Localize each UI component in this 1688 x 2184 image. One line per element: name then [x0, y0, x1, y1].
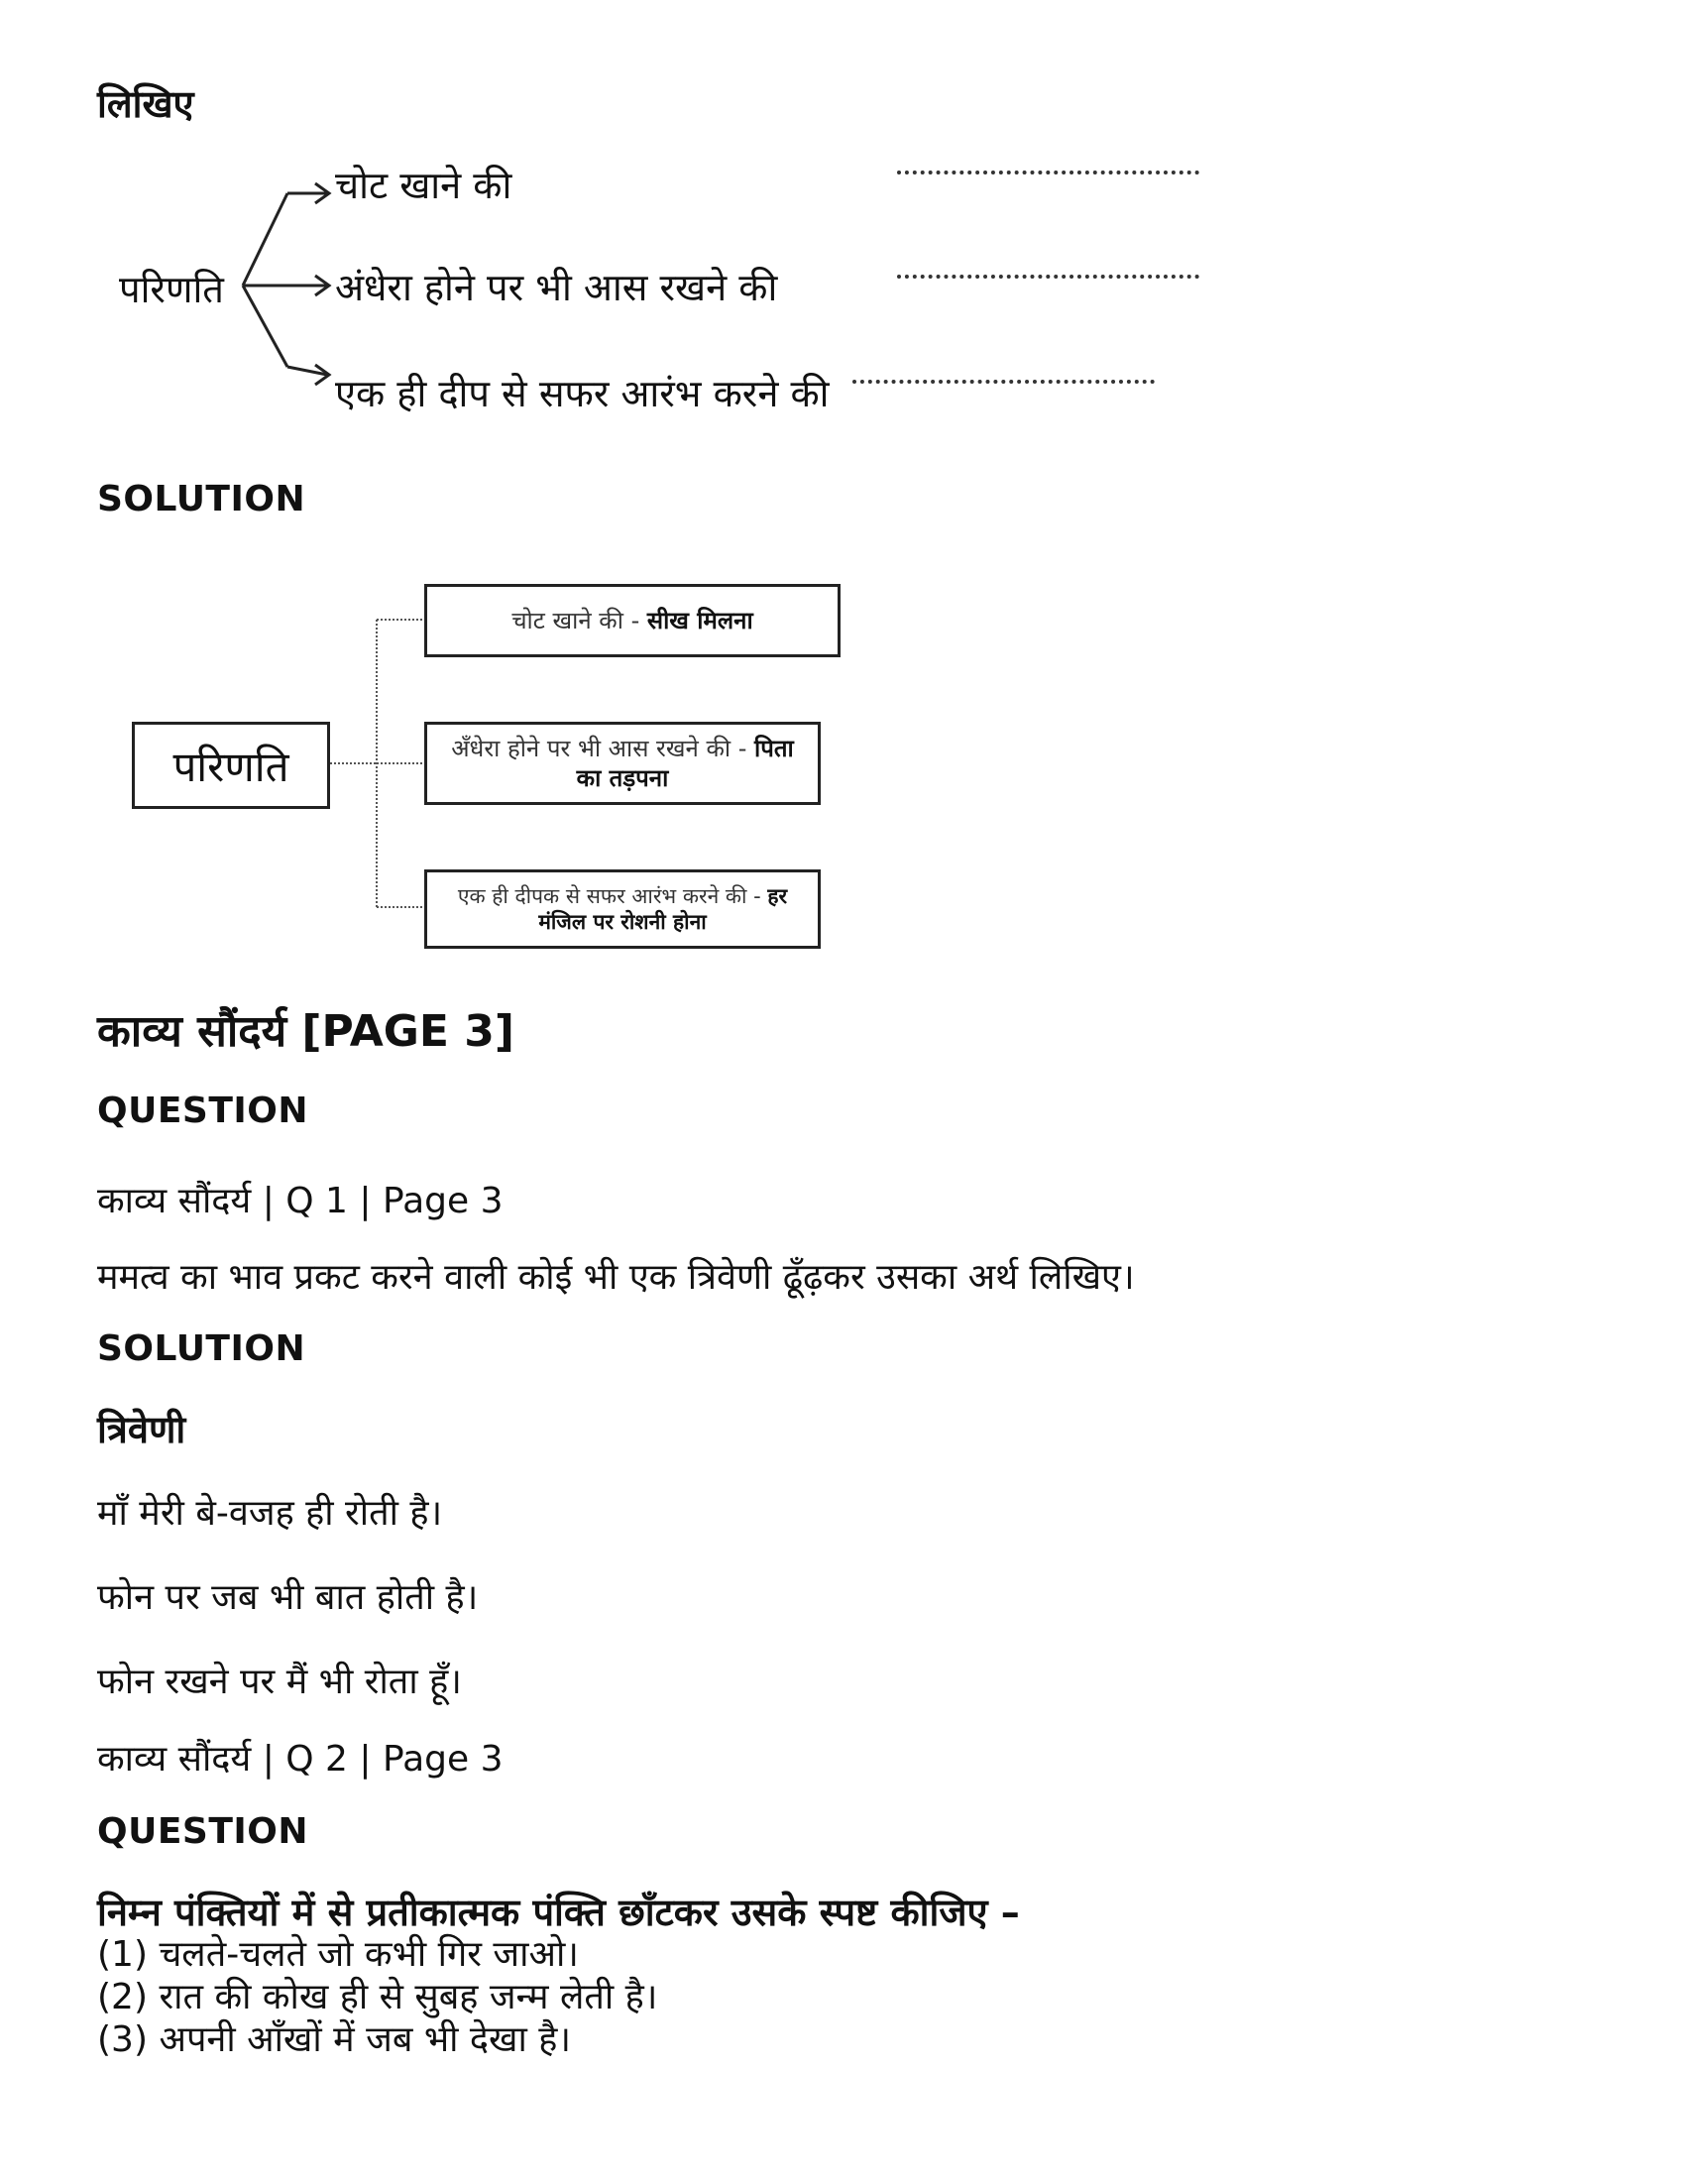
- question-reference-2: काव्य सौंदर्य | Q 2 | Page 3: [97, 1739, 504, 1780]
- triveni-line-3: फोन रखने पर मैं भी रोता हूँ।: [97, 1662, 462, 1702]
- question-text-2: निम्न पंक्तियों में से प्रतीकात्मक पंक्ति छाँटकर उसके स्पष्ट कीजिए –: [97, 1891, 1020, 1934]
- section-heading: काव्य सौंदर्य [PAGE 3]: [97, 1006, 515, 1057]
- solution-box-3-answer: हर मंजिल पर रोशनी होना: [538, 884, 788, 934]
- solution-box-2-prefix: अँधेरा होने पर भी आस रखने की -: [451, 735, 755, 762]
- question-reference-1: काव्य सौंदर्य | Q 1 | Page 3: [97, 1181, 504, 1221]
- triveni-title: त्रिवेणी: [97, 1408, 186, 1451]
- question-text-1: ममत्व का भाव प्रकट करने वाली कोई भी एक त्रिवेणी ढूँढ़कर उसका अर्थ लिखिए।: [97, 1257, 1135, 1298]
- solution-box-2: [424, 722, 821, 805]
- solution-box-1-answer: सीख मिलना: [646, 607, 753, 634]
- solution-box-3-prefix: एक ही दीपक से सफर आरंभ करने की -: [457, 884, 768, 908]
- exercise-center-label: परिणति: [119, 268, 224, 311]
- question-label: QUESTION: [97, 1091, 309, 1131]
- solution-box-1: [424, 584, 841, 657]
- exercise-branch-1: चोट खाने की: [335, 164, 512, 207]
- solution-box-1-prefix: चोट खाने की -: [511, 607, 647, 634]
- triveni-line-1: माँ मेरी बे-वजह ही रोती है।: [97, 1493, 443, 1534]
- solution-box-3: [424, 869, 821, 949]
- solution-label-2: SOLUTION: [97, 1328, 306, 1369]
- question-label-2: QUESTION: [97, 1811, 309, 1852]
- option-1: (1) चलते-चलते जो कभी गिर जाओ।: [97, 1934, 579, 1975]
- question-prompt: लिखिए: [97, 82, 194, 126]
- option-3: (3) अपनी आँखों में जब भी देखा है।: [97, 2019, 571, 2060]
- exercise-branch-2: अंधेरा होने पर भी आस रखने की: [335, 266, 778, 309]
- solution-center-label: परिणति: [172, 742, 289, 791]
- solution-connector-lines: [0, 0, 1688, 972]
- solution-box-2-answer: पिता का तड़पना: [576, 735, 794, 792]
- exercise-branch-3: एक ही दीप से सफर आरंभ करने की: [335, 372, 830, 415]
- triveni-line-2: फोन पर जब भी बात होती है।: [97, 1577, 479, 1618]
- solution-label: SOLUTION: [97, 479, 306, 519]
- solution-center-box: [132, 722, 330, 809]
- option-2: (2) रात की कोख ही से सुबह जन्म लेती है।: [97, 1977, 658, 2017]
